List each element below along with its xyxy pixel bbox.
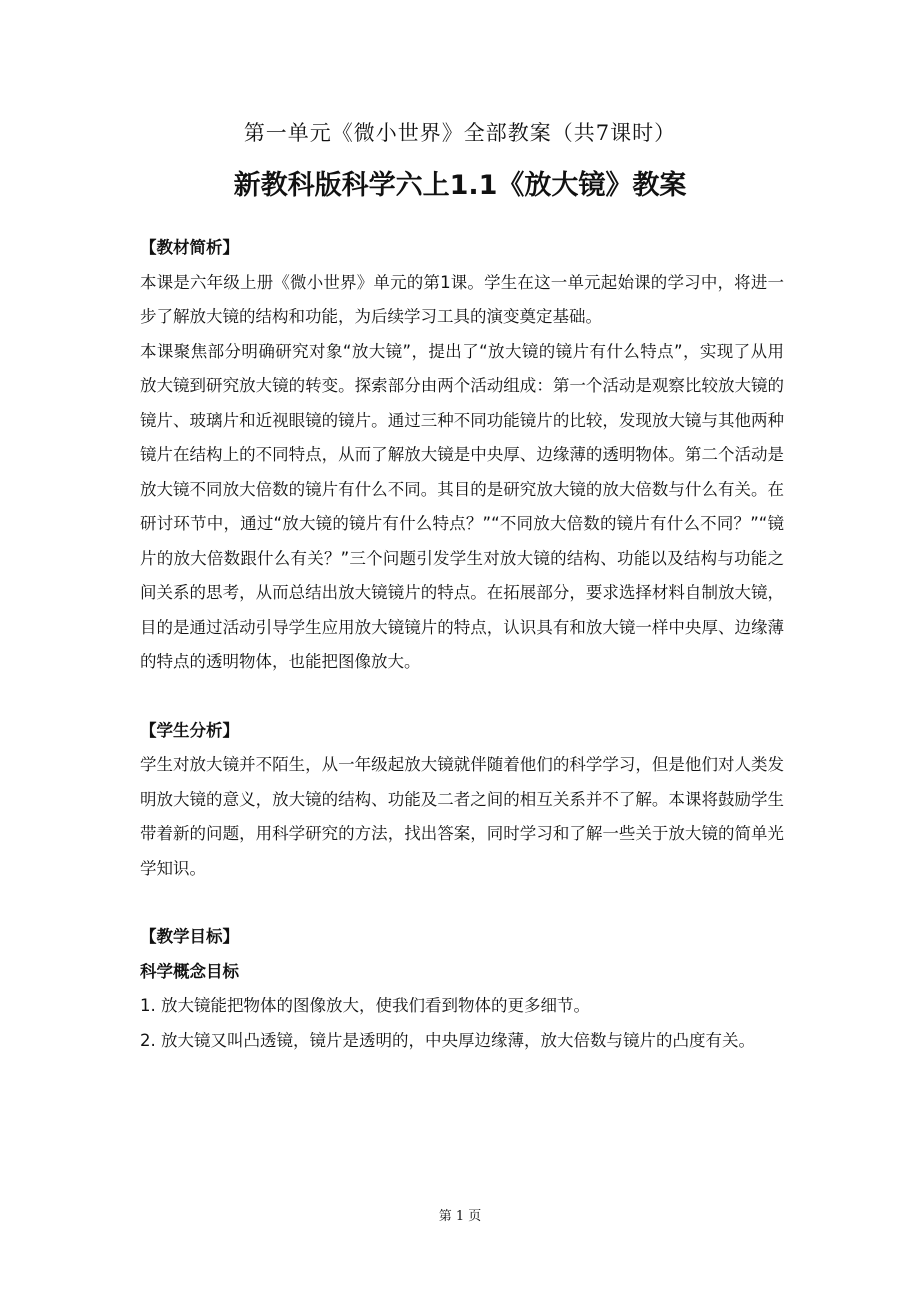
list-item: 2. 放大镜又叫凸透镜，镜片是透明的，中央厚边缘薄，放大倍数与镜片的凸度有关。 (140, 1030, 755, 1050)
subsection-heading: 科学概念目标 (140, 961, 239, 981)
page-title: 新教科版科学六上1.1《放大镜》教案 (233, 170, 687, 201)
section-student-analysis (140, 714, 784, 887)
section-heading: 【教材简析】 (140, 238, 239, 257)
document-body (140, 231, 784, 1092)
list-item: 1. 放大镜能把物体的图像放大，使我们看到物体的更多细节。 (140, 996, 590, 1015)
series-title: 第一单元《微小世界》全部教案（共7课时） (243, 121, 677, 145)
paragraph: 本课是六年级上册《微小世界》单元的第1课。学生在这一单元起始课的学习中，将进一步了解放大镜的结构和功能，为后续学习工具的演变奠定基础。 (140, 272, 784, 326)
section-heading: 【学生分析】 (140, 720, 239, 740)
section-heading: 【教学目标】 (140, 927, 239, 946)
paragraph: 本课聚焦部分明确研究对象“放大镜”，提出了“放大镜的镜片有什么特点”，实现了从用放大镜到研究放大镜的转变。探索部分由两个活动组成：第一个活动是观察比较放大镜的镜片、玻璃片和近视眼镜的镜片。通过三种不同功能镜片的比较，发现放大镜与其他两种镜片在结构上的不同特点，从而了解放大镜是中央厚、边缘薄的透明物体。第二个活动是放大镜不同放大倍数的镜片有什么不同。其目的是研究放大镜的放大倍数与什么有关。在研讨环节中，通过“放大镜的镜片有什么特点？”“不同放大倍数的镜片有什么不同？”“镜片的放大倍数跟什么有关？”三个问题引发学生对放大镜的结构、功能以及结构与功能之间关系的思考，从而总结出放大镜镜片的特点。在拓展部分，要求选择材料自制放大镜，目的是通过活动引导学生应用放大镜镜片的特点，认识具有和放大镜一样中央厚、边缘薄的特点的透明物体，也能把图像放大。 (140, 341, 784, 671)
paragraph: 学生对放大镜并不陌生，从一年级起放大镜就伴随着他们的科学学习，但是他们对人类发明放大镜的意义，放大镜的结构、功能及二者之间的相互关系并不了解。本课将鼓励学生带着新的问题，用科学研究的方法，找出答案，同时学习和了解一些关于放大镜的简单光学知识。 (140, 755, 784, 878)
section-textbook-analysis (140, 231, 784, 680)
page-number: 第 1 页 (438, 1209, 482, 1224)
section-teaching-goals (140, 920, 784, 1058)
